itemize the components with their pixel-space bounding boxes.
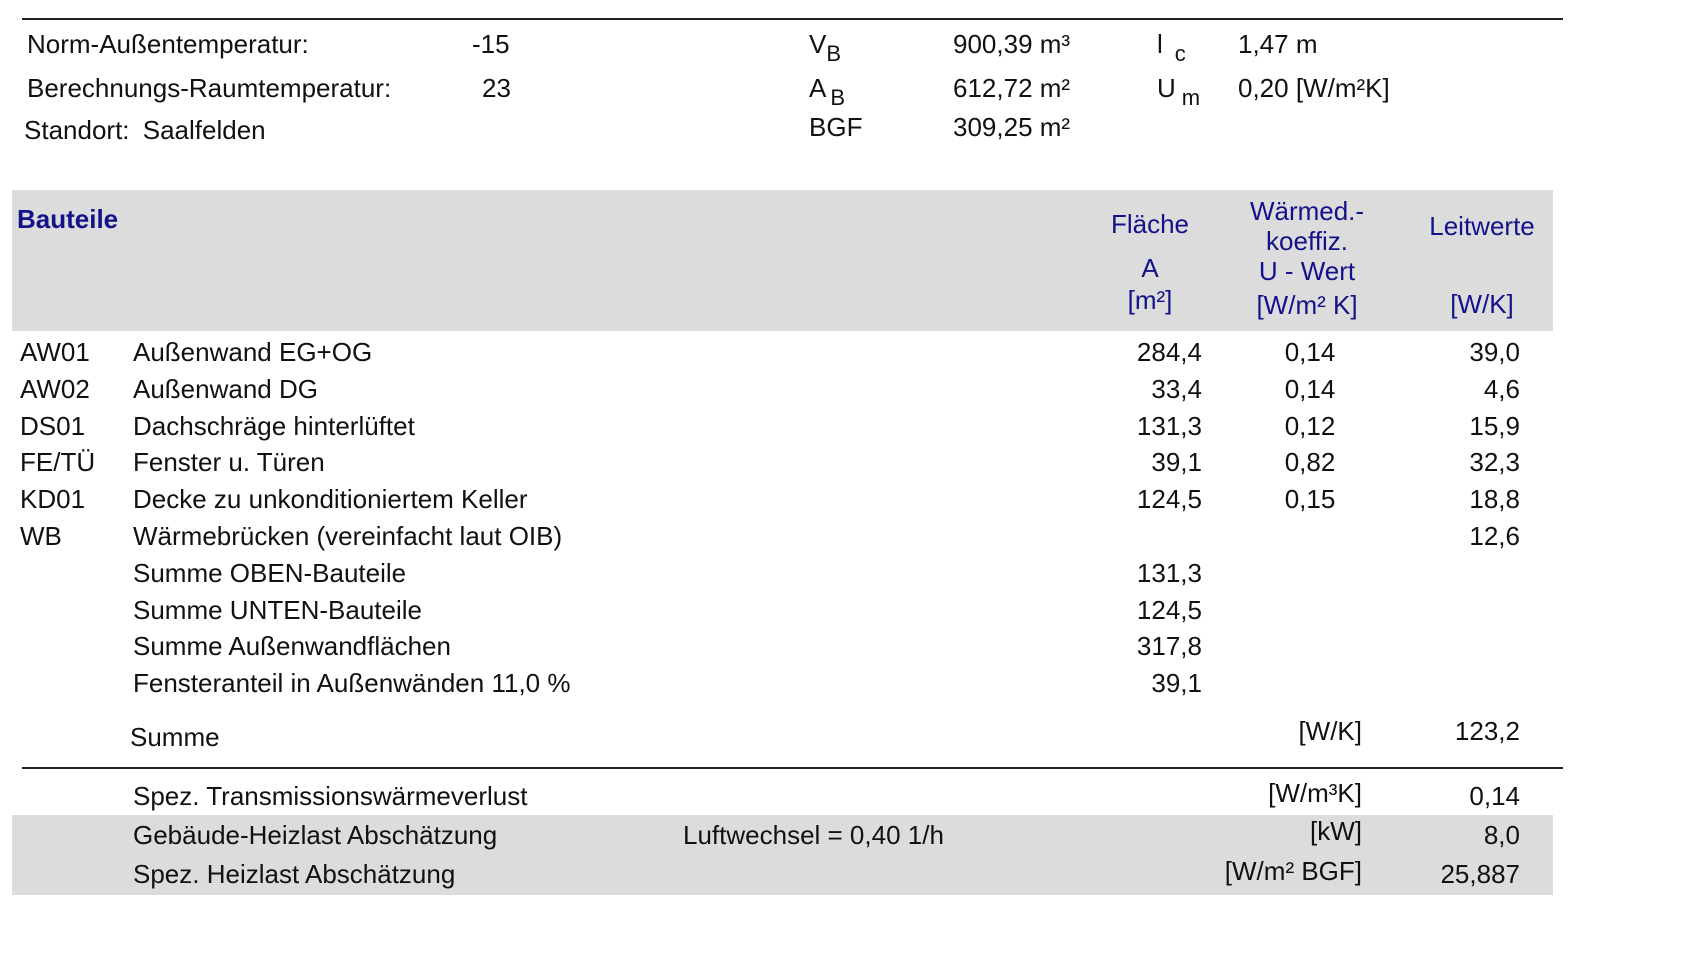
row-code: AW01 <box>20 337 90 367</box>
vb-subscript: B <box>826 41 842 66</box>
heizlast-label: Gebäude-Heizlast Abschätzung <box>133 820 498 850</box>
summary-rule <box>22 767 1563 769</box>
row-area: 124,5 <box>1136 484 1202 514</box>
row-area: 131,3 <box>1136 558 1202 588</box>
lc-value: 1,47 m <box>1238 29 1318 59</box>
row-name: Wärmebrücken (vereinfacht laut OIB) <box>133 521 563 551</box>
row-area: 124,5 <box>1136 595 1202 625</box>
row-leitwert: 32,3 <box>1469 447 1520 477</box>
summe-unit: [W/K] <box>1298 716 1362 746</box>
row-area: 39,1 <box>1151 668 1202 698</box>
row-area: 284,4 <box>1136 337 1202 367</box>
um-subscript: m <box>1181 85 1201 110</box>
standort-label: Standort: <box>24 115 130 145</box>
summe-label: Summe <box>130 722 220 752</box>
spez-trans-unit: [W/m³K] <box>1268 778 1362 808</box>
col-header-leitwerte: Leitwerte [W/K] <box>1429 211 1535 319</box>
um-symbol: U $_m$ <box>1157 73 1201 110</box>
norm-temp-value: -15 <box>472 29 510 59</box>
raum-temp-value: 23 <box>482 73 511 103</box>
row-leitwert: 18,8 <box>1469 484 1520 514</box>
row-name: Außenwand DG <box>133 374 318 404</box>
standort <box>24 115 266 145</box>
row-area: 33,4 <box>1151 374 1202 404</box>
row-area: 131,3 <box>1136 411 1202 441</box>
row-u-wert: 0,14 <box>1284 374 1336 404</box>
ab-subscript: B <box>830 85 846 110</box>
spez-heiz-label: Spez. Heizlast Abschätzung <box>133 859 456 889</box>
col-header-flaeche: Fläche A [m²] <box>1110 209 1190 315</box>
row-u-wert: 0,15 <box>1284 484 1336 514</box>
row-area: 317,8 <box>1136 631 1202 661</box>
top-rule <box>22 18 1563 20</box>
spez-heiz-unit: [W/m² BGF] <box>1224 856 1362 886</box>
row-code: KD01 <box>20 484 86 514</box>
row-u-wert: 0,12 <box>1284 411 1336 441</box>
table-title: Bauteile <box>17 204 119 234</box>
ab-value: 612,72 m² <box>953 73 1071 103</box>
row-code: DS01 <box>20 411 86 441</box>
lc-symbol: l $_c$ <box>1157 29 1186 66</box>
row-name: Fenster u. Türen <box>133 447 325 477</box>
bgf-value: 309,25 m² <box>953 112 1071 142</box>
heizlast-unit: [kW] <box>1310 816 1362 846</box>
row-name: Decke zu unkonditioniertem Keller <box>133 484 528 514</box>
standort-value: Saalfelden <box>142 115 266 145</box>
row-leitwert: 15,9 <box>1469 411 1520 441</box>
row-name: Außenwand EG+OG <box>133 337 373 367</box>
spez-trans-value: 0,14 <box>1469 781 1520 811</box>
row-name: Summe OBEN-Bauteile <box>133 558 407 588</box>
row-name: Dachschräge hinterlüftet <box>133 411 415 441</box>
summe-value: 123,2 <box>1454 716 1520 746</box>
raum-temp-label: Berechnungs-Raumtemperatur: <box>27 73 392 103</box>
heizlast-value: 8,0 <box>1483 820 1520 850</box>
row-leitwert: 4,6 <box>1483 374 1520 404</box>
row-u-wert: 0,82 <box>1284 447 1336 477</box>
row-name: Summe UNTEN-Bauteile <box>133 595 422 625</box>
um-value: 0,20 [W/m²K] <box>1238 73 1390 103</box>
ab-symbol: A $_B$ <box>809 73 846 110</box>
row-code: FE/TÜ <box>20 447 96 477</box>
vb-symbol: $V_B$ <box>809 29 842 66</box>
spez-trans-label: Spez. Transmissionswärmeverlust <box>133 781 528 811</box>
row-name: Fensteranteil in Außenwänden 11,0 % <box>133 668 571 698</box>
row-code: AW02 <box>20 374 90 404</box>
row-leitwert: 12,6 <box>1469 521 1520 551</box>
luftwechsel: Luftwechsel = 0,40 1/h <box>683 820 944 850</box>
row-u-wert: 0,14 <box>1284 337 1336 367</box>
norm-temp-label: Norm-Außentemperatur: <box>27 29 309 59</box>
vb-value: 900,39 m³ <box>953 29 1071 59</box>
lc-subscript: c <box>1174 41 1186 66</box>
row-area: 39,1 <box>1151 447 1202 477</box>
row-leitwert: 39,0 <box>1469 337 1520 367</box>
row-name: Summe Außenwandflächen <box>133 631 451 661</box>
col-header-u-wert: Wärmed.- koeffiz. U - Wert [W/m² K] <box>1249 196 1365 320</box>
spez-heiz-value: 25,887 <box>1440 859 1520 889</box>
row-code: WB <box>20 521 62 551</box>
bgf-label: BGF <box>809 112 863 142</box>
